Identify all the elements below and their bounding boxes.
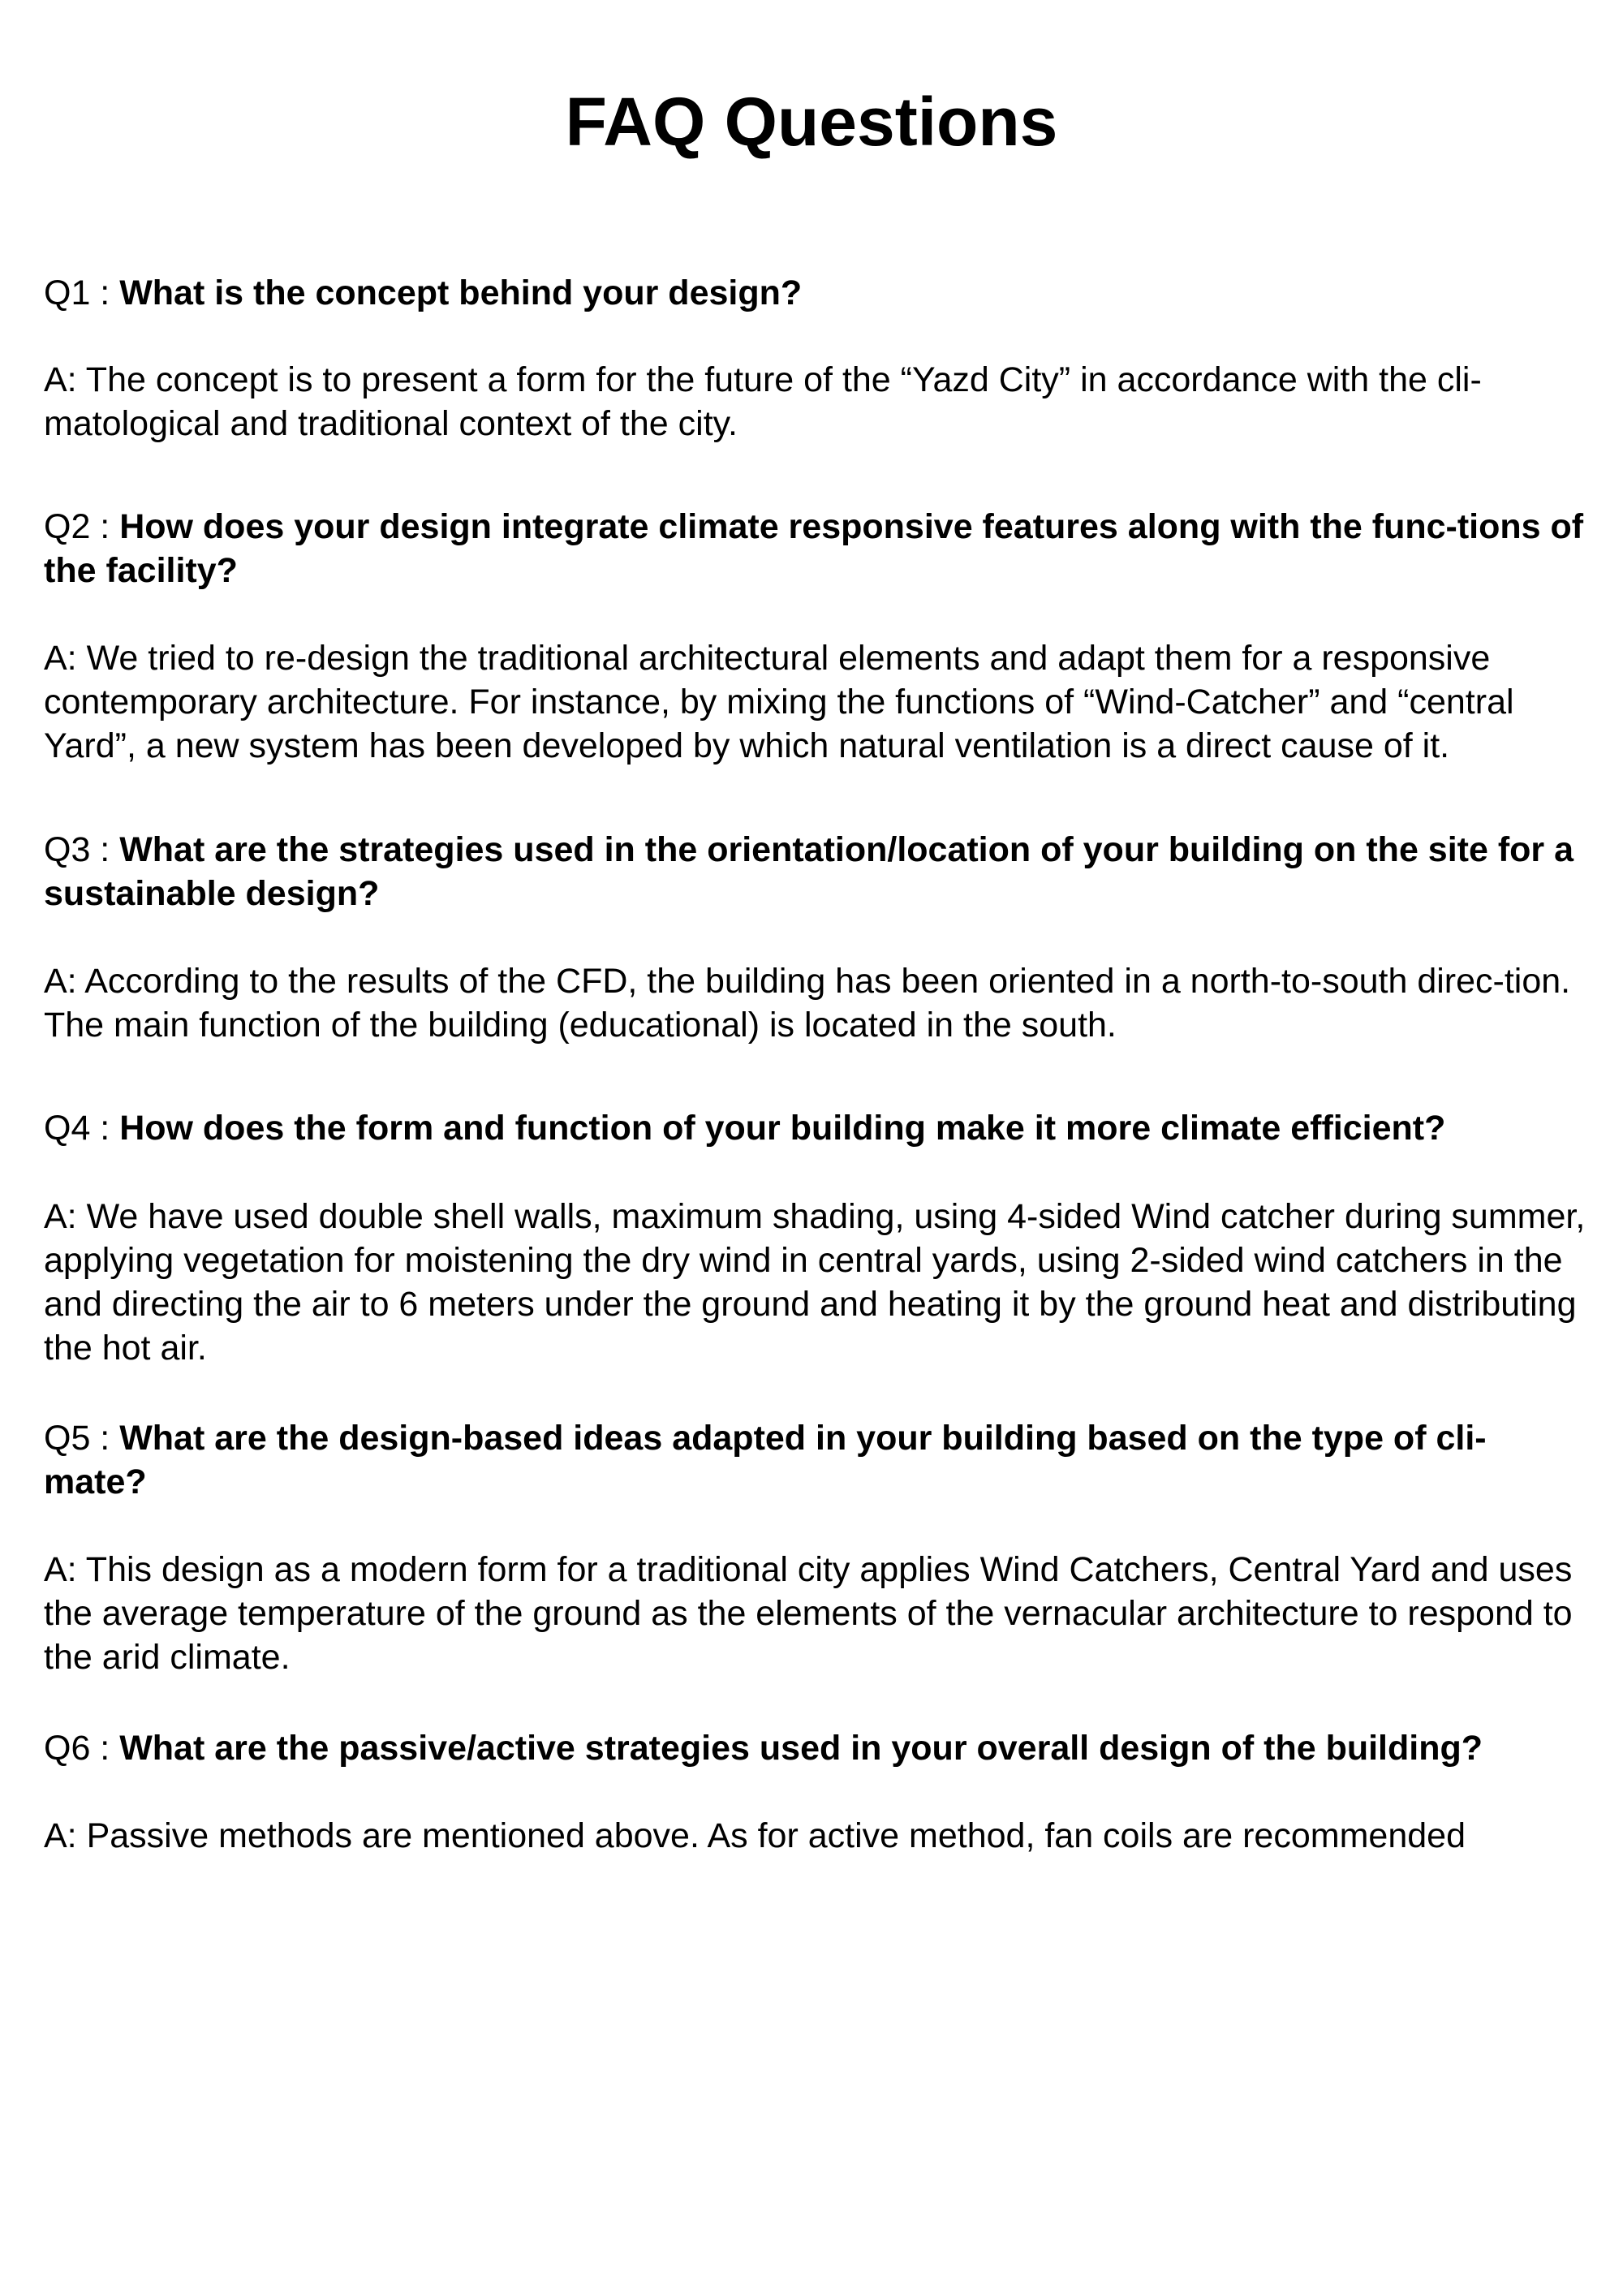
question-label: Q6 : (44, 1729, 120, 1768)
question-label: Q3 : (44, 830, 120, 869)
faq-answer-3: A: According to the results of the CFD, the building has been oriented in a north-to-south direc-tion. The main function of the building (educational) is located in the south. (44, 962, 1571, 1045)
question-text: What are the passive/active strategies used in your overall design of the building? (119, 1729, 1483, 1768)
question-label: Q4 : (44, 1109, 120, 1148)
faq-answer-4: A: We have used double shell walls, maximum shading, using 4-sided Wind catcher during summer, applying vegetation for moistening the dry wind in central yards, using 2-sided wind catchers in the and directing the air to 6 meters under the ground and heating it by the ground heat and distributing the hot air. (44, 1197, 1586, 1368)
faq-question-1 (44, 271, 1586, 315)
faq-question-3 (44, 828, 1586, 915)
question-text: How does the form and function of your building make it more climate efficient? (119, 1109, 1446, 1148)
question-text: What are the strategies used in the orientation/location of your building on the site for a sustainable design? (44, 830, 1574, 913)
question-text: What are the design-based ideas adapted in your building based on the type of cli-mate? (44, 1419, 1487, 1501)
faq-answer-6: A: Passive methods are mentioned above. As for active method, fan coils are recommended (44, 1816, 1466, 1855)
question-text: How does your design integrate climate responsive features along with the func-tions of the facility? (44, 507, 1584, 590)
faq-answer-2: A: We tried to re-design the traditional architectural elements and adapt them for a responsive contemporary architecture. For instance, by mixing the functions of “Wind-Catcher” and “central Yard”, a new system has been developed by which natural ventilation is a direct cause of it. (44, 639, 1514, 765)
faq-question-5 (44, 1416, 1586, 1504)
question-label: Q1 : (44, 274, 120, 312)
faq-question-6 (44, 1726, 1586, 1770)
faq-question-2 (44, 505, 1586, 592)
question-label: Q5 : (44, 1419, 120, 1458)
faq-question-4 (44, 1106, 1586, 1150)
page-title: FAQ Questions (565, 84, 1058, 160)
faq-answer-1: A: The concept is to present a form for the future of the “Yazd City” in accordance with the cli-matological and traditional context of the city. (44, 360, 1482, 443)
question-text: What is the concept behind your design? (119, 274, 803, 312)
question-label: Q2 : (44, 507, 120, 546)
faq-answer-5: A: This design as a modern form for a traditional city applies Wind Catchers, Central Yard and uses the average temperature of the ground as the elements of the vernacular architecture to respond to the arid climate. (44, 1550, 1573, 1677)
